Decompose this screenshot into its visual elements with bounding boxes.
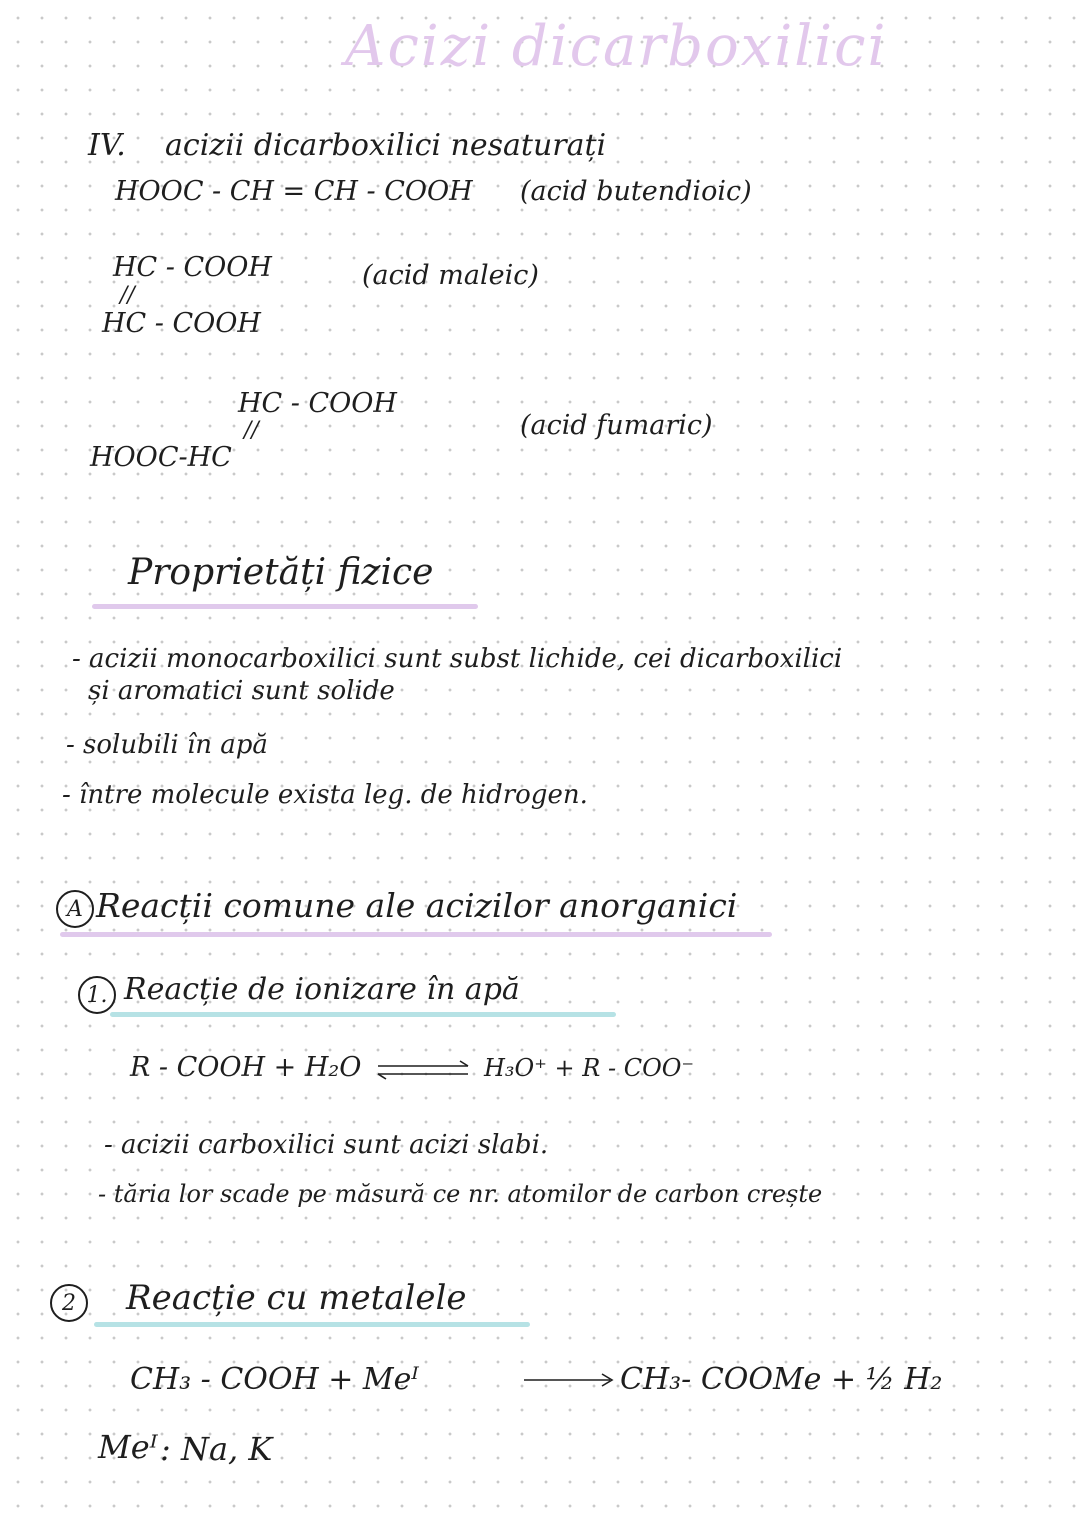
reaction-2-marker: 2 (50, 1284, 88, 1322)
section-a-marker: A (56, 890, 94, 928)
fumaric-double-bond: // (244, 418, 259, 443)
reaction-2-left: CH₃ - COOH + Meᴵ (130, 1362, 419, 1397)
reaction-2-right: CH₃- COOMe + ½ H₂ (620, 1362, 943, 1397)
physical-heading: Proprietăți fizice (128, 552, 434, 593)
metals-label: Meᴵ (98, 1428, 158, 1466)
section-a-heading: Reacții comune ale acizilor anorganici (96, 886, 738, 925)
butendioic-name: (acid butendioic) (520, 176, 752, 207)
reaction-1-right: H₃O⁺ + R - COO⁻ (484, 1054, 695, 1082)
fumaric-name: (acid fumaric) (520, 410, 713, 441)
reaction-1-left: R - COOH + H₂O (130, 1052, 362, 1083)
reaction-1-note-2: - tăria lor scade pe măsură ce nr. atomilor de carbon crește (98, 1180, 823, 1208)
section-numeral: IV. (88, 128, 126, 163)
page-title: Acizi dicarboxilici (345, 14, 888, 79)
maleic-line-2: HC - COOH (102, 308, 261, 339)
reaction-1-heading: Reacție de ionizare în apă (124, 972, 520, 1007)
equilibrium-arrow-icon (374, 1058, 474, 1082)
physical-item-2: și aromatici sunt solide (88, 676, 395, 706)
physical-underline (92, 604, 478, 609)
reaction-2-heading: Reacție cu metalele (126, 1278, 467, 1318)
reaction-1-note-1: - acizii carboxilici sunt acizi slabi. (104, 1130, 549, 1160)
physical-item-3: - solubili în apă (66, 730, 268, 760)
reaction-2-underline (94, 1322, 530, 1327)
fumaric-line-1: HC - COOH (238, 388, 397, 419)
section-a-underline (60, 932, 772, 937)
physical-item-1: - acizii monocarboxilici sunt subst lichide, cei dicarboxilici (72, 644, 843, 674)
reaction-1-underline (110, 1012, 616, 1017)
metals-list: : Na, K (160, 1430, 273, 1468)
maleic-double-bond: // (120, 283, 135, 308)
section-iv-title: acizii dicarboxilici nesaturați (165, 128, 607, 163)
physical-item-4: - între molecule exista leg. de hidrogen. (62, 780, 588, 810)
maleic-name: (acid maleic) (362, 260, 539, 291)
fumaric-line-2: HOOC-HC (90, 442, 232, 473)
reaction-arrow-icon (522, 1370, 616, 1390)
maleic-line-1: HC - COOH (113, 252, 272, 283)
reaction-1-marker: 1. (78, 976, 116, 1014)
butendioic-formula: HOOC - CH = CH - COOH (115, 176, 473, 207)
